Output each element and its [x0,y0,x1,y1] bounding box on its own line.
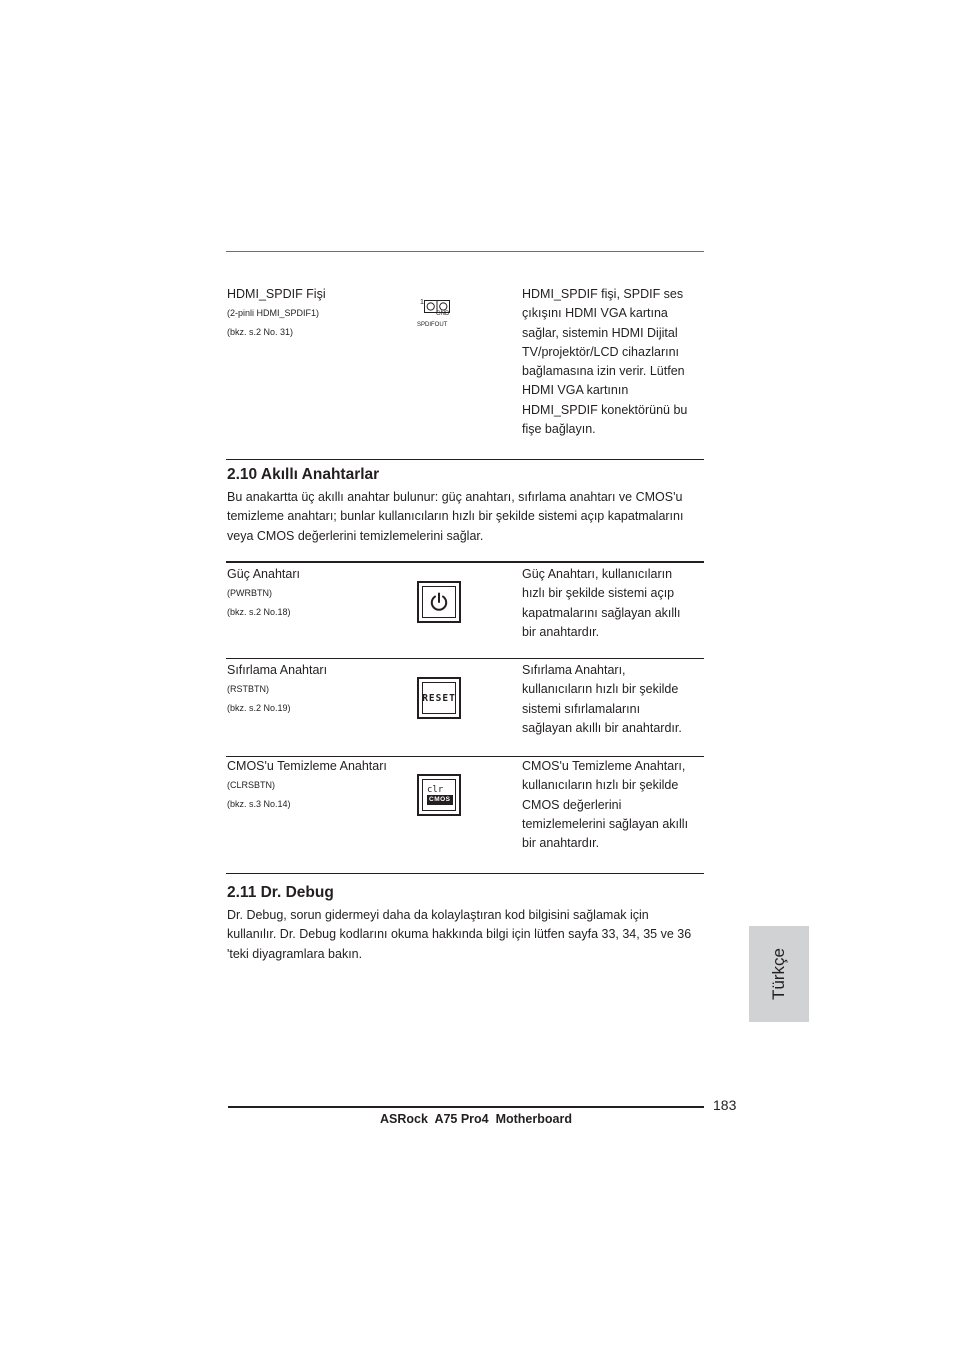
power-switch-name: Güç Anahtarı [227,567,300,581]
reset-switch-description: Sıfırlama Anahtarı, kullanıcıların hızlı bir şekilde sistemi sıfırlamalarını sağlayan akıllı bir anahtardır. [522,663,682,735]
reset-switch-name: Sıfırlama Anahtarı [227,663,328,677]
clear-cmos-switch-code: (CLRSBTN) [227,780,276,790]
pin-one-label: 1 [420,299,424,306]
language-tab [749,926,809,1022]
reset-switch-ref: (bkz. s.2 No.19) [227,703,291,713]
spdif-header-diagram [416,298,456,332]
top-divider [226,251,704,252]
clear-cmos-switch-ref: (bkz. s.3 No.14) [227,799,291,809]
divider-after-power [226,658,704,659]
spdif-title: HDMI_SPDIF Fişi [227,287,326,301]
spdif-pin-info: (2-pinli HDMI_SPDIF1) [227,308,320,318]
section-paragraph-dr-debug: Dr. Debug, sorun gidermeyi daha da kolaylaştıran kod bilgisini sağlamak için kullanılır. Dr. Debug kodlarını okuma hakkında bilgi için lütfen sayfa 33, 34, 35 ve 36 'teki diyagramlara bakın. [227,908,692,961]
reset-button-diagram [417,677,461,719]
divider-switch-table-top [226,561,704,563]
clr-label: clr [427,785,444,795]
cmos-label: CMOS [429,796,451,803]
divider-spdif-bottom [226,459,704,460]
power-button-diagram [417,581,461,623]
page-number: 183 [713,1097,737,1113]
reset-icon-label: RESET [422,692,456,704]
clear-cmos-switch-description: CMOS'u Temizleme Anahtarı, kullanıcıların hızlı bir şekilde CMOS değerlerini temizlemelerini sağlayan akıllı bir anahtardır. [522,759,689,851]
spdifout-label: SPDIFOUT [417,322,448,328]
section-paragraph-smart-switches: Bu anakartta üç akıllı anahtar bulunur: güç anahtarı, sıfırlama anahtarı ve CMOS'u temizleme anahtarı; bunlar kullanıcıların hızlı bir şekilde sistemi açıp kapatmalarını veya CMOS değerlerini temizlemelerini sağlar. [227,490,684,543]
power-switch-ref: (bkz. s.2 No.18) [227,607,291,617]
footer-rule [228,1106,704,1108]
divider-switch-table-bottom [226,873,704,874]
language-tab-label: Türkçe [769,948,788,1000]
spdif-ref: (bkz. s.2 No. 31) [227,327,294,337]
power-icon [428,591,450,613]
gnd-label: GND [436,311,450,317]
clear-cmos-button-diagram [417,774,461,816]
section-heading-smart-switches: 2.10 Akıllı Anahtarlar [227,466,380,483]
clear-cmos-switch-name: CMOS'u Temizleme Anahtarı [227,759,387,773]
section-heading-dr-debug: 2.11 Dr. Debug [227,884,334,901]
power-switch-code: (PWRBTN) [227,588,272,598]
power-switch-description: Güç Anahtarı, kullanıcıların hızlı bir şekilde sistemi açıp kapatmalarını sağlayan akıllı bir anahtardır. [522,567,681,639]
footer-product-name: ASRock A75 Pro4 Motherboard [380,1112,572,1126]
spdif-description: HDMI_SPDIF fişi, SPDIF ses çıkışını HDMI VGA kartına sağlar, sistemin HDMI Dijital TV/projektör/LCD cihazlarını bağlamasına izin verir. Lütfen HDMI VGA kartının HDMI_SPDIF konektörünü bu fişe bağlayın. [522,287,688,437]
reset-switch-code: (RSTBTN) [227,684,269,694]
